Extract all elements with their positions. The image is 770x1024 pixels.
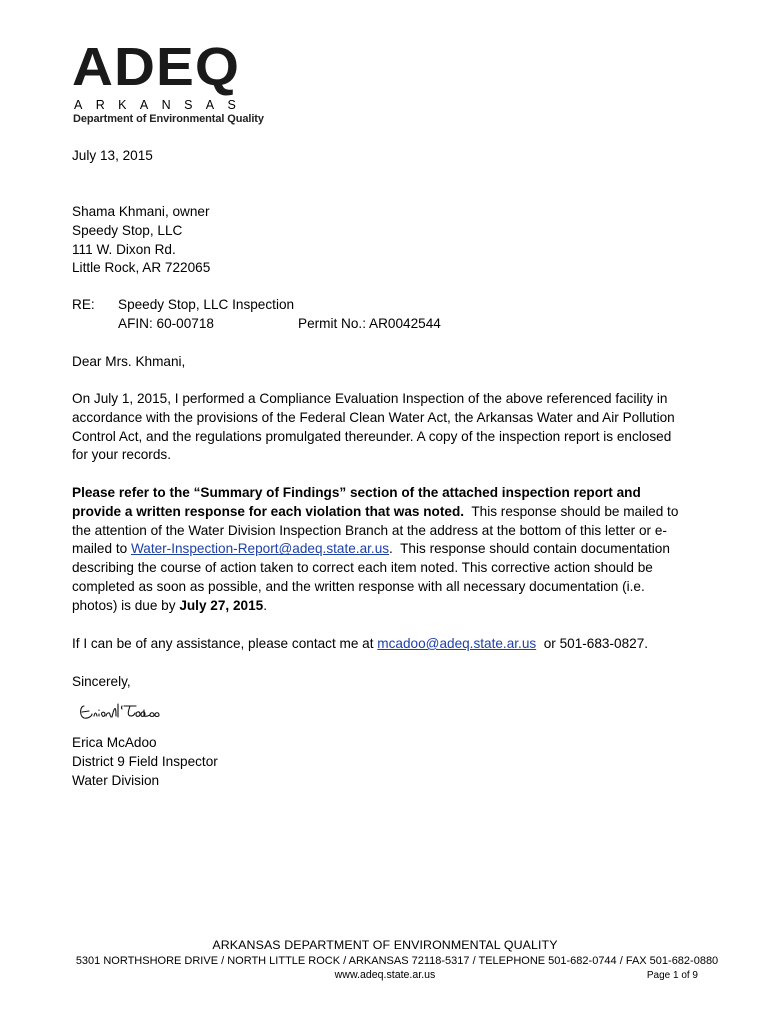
contact-phone: or 501-683-0827. [536,636,649,651]
contact-line [72,635,648,654]
recipient-address [72,203,702,278]
re-label: RE: [72,297,95,312]
signatory-title: District 9 Field Inspector [72,753,218,769]
logo-department: Department of Environmental Quality [73,113,264,125]
adeq-logo [72,37,302,125]
paragraph-line: Control Act, and the regulations promulgated thereunder. A copy of the inspection report is enclosed [72,428,672,444]
re-afin: AFIN: 60-00718 [118,316,214,331]
recipient-name: Shama Khmani, owner [72,204,210,219]
paragraph-text: photos) is due by [72,597,180,613]
signatory-name: Erica McAdoo [72,735,157,750]
recipient-company: Speedy Stop, LLC [72,222,183,238]
footer-website: www.adeq.state.ar.us [334,969,436,981]
report-email-link[interactable]: Water-Inspection-Report@adeq.state.ar.us [130,541,390,557]
bold-instruction: provide a written response for each violation that was noted. [72,503,465,519]
re-permit: Permit No.: AR0042544 [298,316,441,331]
logo-wordmark: ADEQ [72,37,241,97]
inspector-email-link[interactable]: mcadoo@adeq.state.ar.us [377,636,537,651]
paragraph-line: describing the course of action taken to correct each item noted. This corrective action should be [72,560,653,576]
contact-text: If I can be of any assistance, please contact me at [72,636,378,651]
bold-instruction: Please refer to the “Summary of Findings” section of the attached inspection report and [72,485,641,500]
page-number: Page 1 of 9 [646,970,698,981]
paragraph-text: mailed to [72,541,131,557]
salutation: Dear Mrs. Khmani, [72,354,186,369]
logo-state: ARKANSAS [74,98,250,112]
footer-organization: ARKANSAS DEPARTMENT OF ENVIRONMENTAL QUALITY [212,938,558,952]
due-date: July 27, 2015 [179,597,264,613]
signatory-division: Water Division [72,772,160,788]
paragraph-text: This response should be mailed to [464,503,679,519]
re-block [0,296,770,336]
closing: Sincerely, [72,674,131,689]
signatory-block [72,734,702,790]
paragraph-text: . This response should contain documentation [389,541,670,557]
paragraph-line: On July 1, 2015, I performed a Compliance Evaluation Inspection of the above referenced facility in [72,391,668,406]
paragraph-line: completed as soon as possible, and the written response with all necessary documentation (i.e. [72,578,645,594]
paragraph-text: . [263,597,267,613]
paragraph-inspection [72,390,702,465]
footer-address: 5301 NORTHSHORE DRIVE / NORTH LITTLE ROCK / ARKANSAS 72118-5317 / TELEPHONE 501-682-0744 / FAX 501-682-0880 [75,955,719,967]
paragraph-line: accordance with the provisions of the Federal Clean Water Act, the Arkansas Water and Air Pollution [72,409,675,425]
paragraph-line: for your records. [72,447,171,463]
recipient-city: Little Rock, AR 722065 [72,260,211,276]
letter-date: July 13, 2015 [72,148,153,163]
paragraph-findings [72,484,702,616]
recipient-street: 111 W. Dixon Rd. [72,241,176,257]
paragraph-line: the attention of the Water Division Inspection Branch at the address at the bottom of this letter or e- [72,522,667,538]
re-subject: Speedy Stop, LLC Inspection [118,297,295,312]
handwritten-signature [78,698,188,726]
